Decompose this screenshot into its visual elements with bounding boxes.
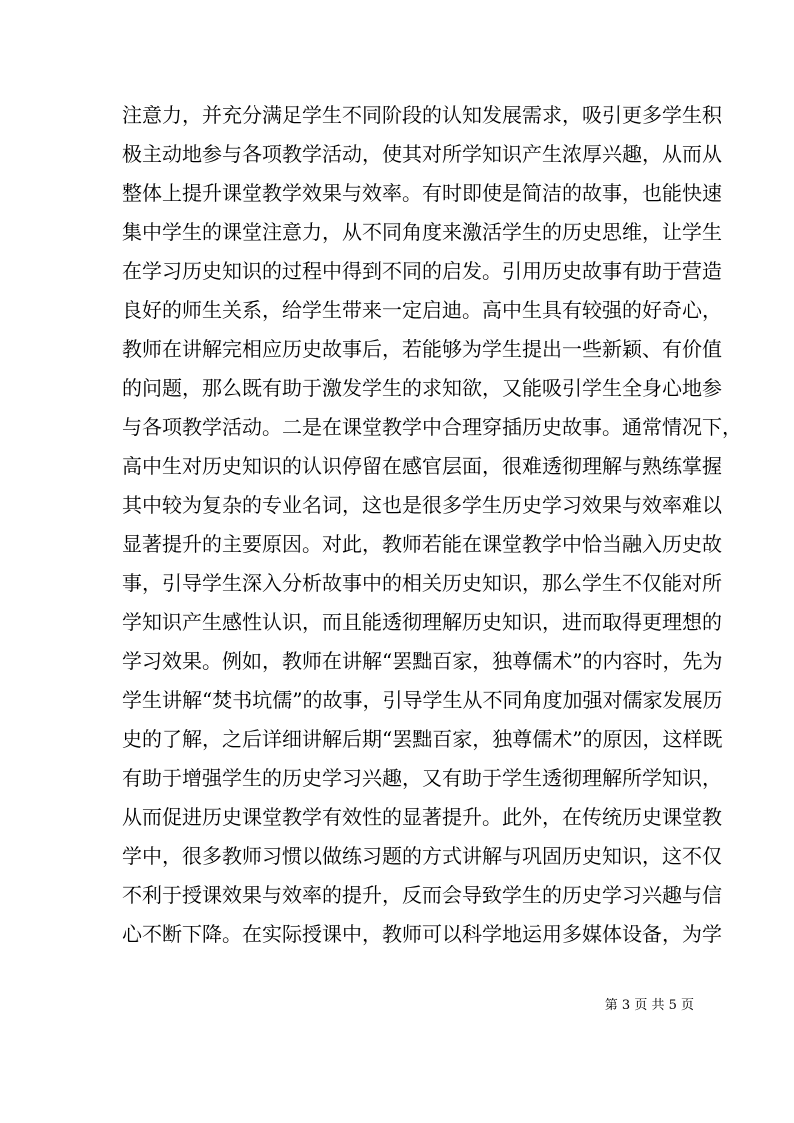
text-line-17: 史的了解，之后详细讲解后期“罢黜百家，独尊儒术”的原因，这样既 [122,727,723,751]
text-line-10: 高中生对历史知识的认识停留在感官层面，很难透彻理解与熟练掌握 [122,454,722,478]
text-line-1: 注意力，并充分满足学生不同阶段的认知发展需求，吸引更多学生积 [122,103,722,127]
text-line-5: 在学习历史知识的过程中得到不同的启发。引用历史故事有助于营造 [122,259,722,283]
text-line-12: 显著提升的主要原因。对此，教师若能在课堂教学中恰当融入历史故 [122,532,722,556]
text-line-9: 与各项教学活动。二是在课堂教学中合理穿插历史故事。通常情况下， [122,415,742,439]
text-line-2: 极主动地参与各项教学活动，使其对所学知识产生浓厚兴趣，从而从 [122,142,722,166]
text-line-11: 其中较为复杂的专业名词，这也是很多学生历史学习效果与效率难以 [122,493,722,517]
text-line-14: 学知识产生感性认识，而且能透彻理解历史知识，进而取得更理想的 [122,610,722,634]
text-line-6: 良好的师生关系，给学生带来一定启迪。高中生具有较强的好奇心， [122,298,722,322]
text-line-3: 整体上提升课堂教学效果与效率。有时即使是简洁的故事，也能快速 [122,181,722,205]
text-line-22: 心不断下降。在实际授课中，教师可以科学地运用多媒体设备，为学 [122,922,722,946]
text-line-4: 集中学生的课堂注意力，从不同角度来激活学生的历史思维，让学生 [122,220,722,244]
text-line-21: 不利于授课效果与效率的提升，反而会导致学生的历史学习兴趣与信 [122,883,722,907]
body-paragraph [122,96,742,954]
text-line-13: 事，引导学生深入分析故事中的相关历史知识，那么学生不仅能对所 [122,571,722,595]
page-number-footer: 第 3 页 共 5 页 [604,998,694,1013]
text-line-18: 有助于增强学生的历史学习兴趣，又有助于学生透彻理解所学知识， [122,766,722,790]
text-line-16: 学生讲解“焚书坑儒”的故事，引导学生从不同角度加强对儒家发展历 [122,688,723,712]
text-line-7: 教师在讲解完相应历史故事后，若能够为学生提出一些新颖、有价值 [122,337,722,361]
text-line-15: 学习效果。例如，教师在讲解“罢黜百家，独尊儒术”的内容时，先为 [122,649,723,673]
text-line-8: 的问题，那么既有助于激发学生的求知欲，又能吸引学生全身心地参 [122,376,722,400]
text-line-20: 学中，很多教师习惯以做练习题的方式讲解与巩固历史知识，这不仅 [122,844,722,868]
text-line-19: 从而促进历史课堂教学有效性的显著提升。此外，在传统历史课堂教 [122,805,722,829]
